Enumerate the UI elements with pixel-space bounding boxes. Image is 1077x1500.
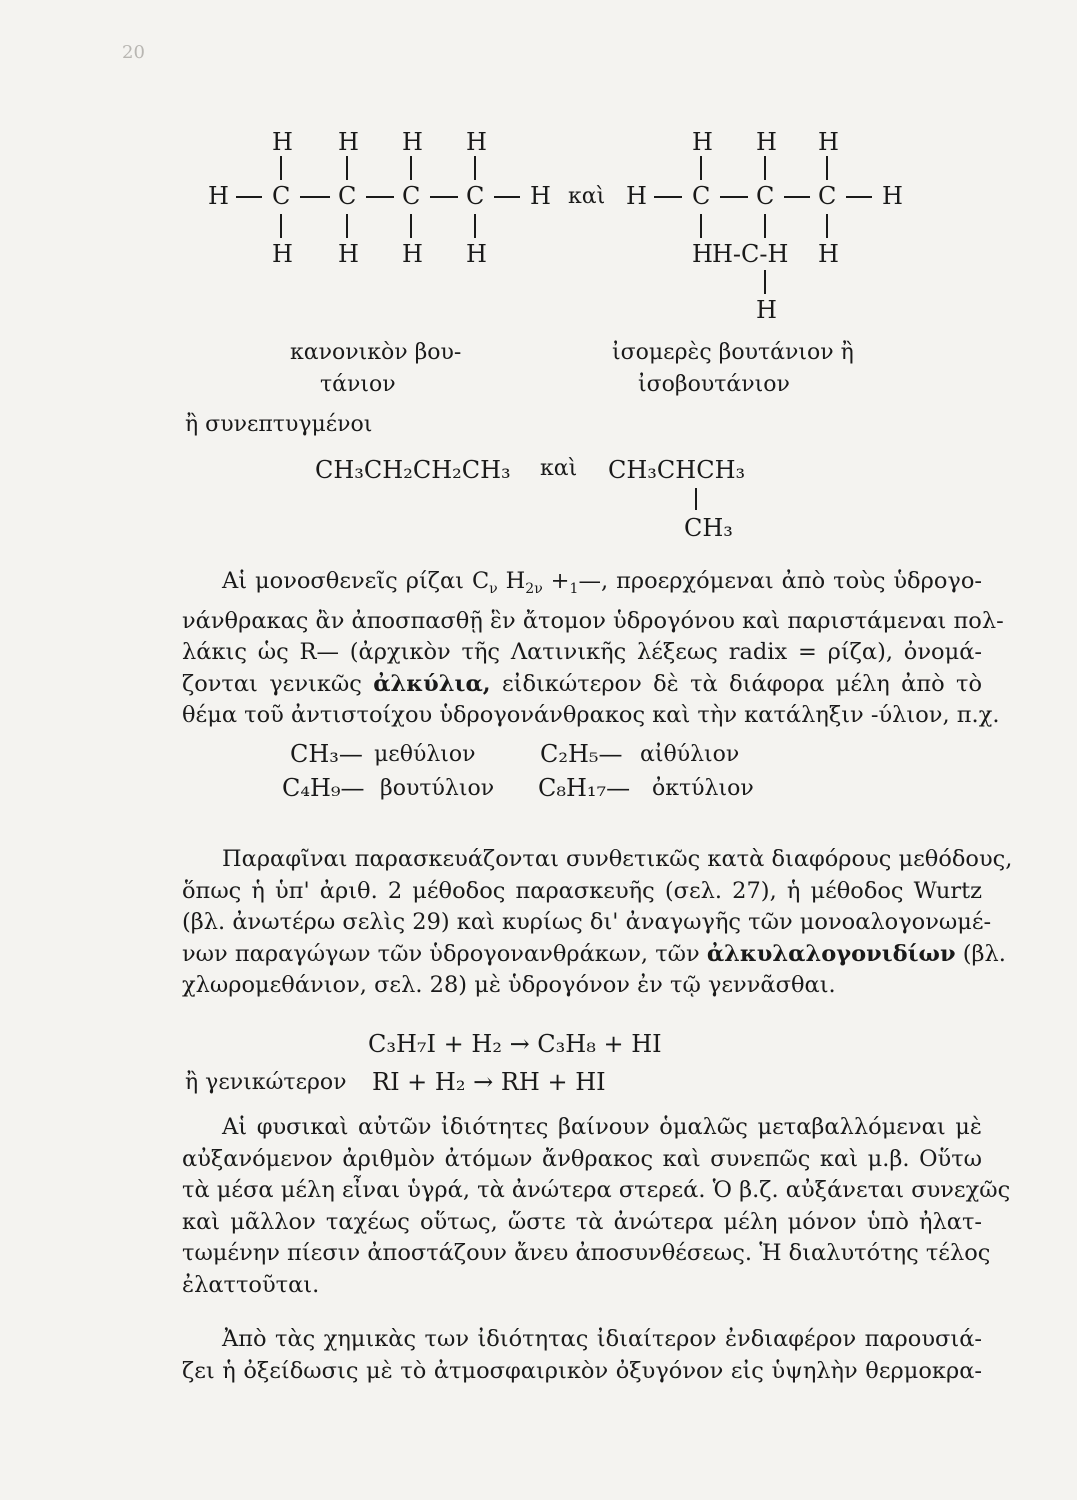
- condensed-normal-butane: CH₃CH₂CH₂CH₃: [315, 456, 511, 484]
- alkyl-name: ὀκτύλιον: [652, 776, 754, 801]
- alkyl-name: βουτύλιον: [380, 776, 495, 801]
- general-label: ἢ γενικώτερον: [185, 1070, 347, 1095]
- text-line: τὰ μέσα μέλη εἶναι ὑγρά, τὰ ἀνώτερα στερεά. Ὁ β.ζ. αὐξάνεται συνεχῶς: [182, 1177, 1011, 1203]
- isobutane-caption-2: ἰσοβουτάνιον: [638, 372, 790, 397]
- paragraph-preparation: [182, 844, 1013, 1002]
- alkyl-formula: C₄H₉—: [282, 774, 365, 802]
- reaction-general: RI + H₂ → RH + HI: [372, 1068, 606, 1096]
- text-line: Αἱ φυσικαὶ αὐτῶν ἰδιότητες βαίνουν ὁμαλῶς μεταβαλλόμεναι μὲ: [222, 1114, 982, 1140]
- text-line: χλωρομεθάνιον, σελ. 28) μὲ ὑδρογόνον ἐν τῷ γεννᾶσθαι.: [182, 972, 836, 998]
- reaction-specific: C₃H₇I + H₂ → C₃H₈ + HI: [368, 1030, 662, 1058]
- text-line: (βλ. ἀνωτέρω σελὶς 29) καὶ κυρίως δι' ἀναγωγῆς τῶν μονοαλογονωμέ-: [182, 909, 992, 935]
- condensed-isobutane-branch: CH₃: [684, 514, 733, 542]
- text-line: Παραφῖναι παρασκευάζονται συνθετικῶς κατὰ διαφόρους μεθόδους,: [222, 846, 1013, 872]
- text-line: θέμα τοῦ ἀντιστοίχου ὑδρογονάνθρακος καὶ τὴν κατάληξιν -ύλιον, π.χ.: [182, 702, 1000, 728]
- structural-formulas: H H H H H C C C C H H H H H καὶ H H H H C C C H H H-C-H H H: [208, 128, 903, 324]
- text-line: ζονται γενικῶς ἀλκύλια, εἰδικώτερον δὲ τὰ διάφορα μέλη ἀπὸ τὸ: [182, 670, 982, 697]
- paragraph-chemical-properties: [182, 1324, 982, 1387]
- alkyl-formula: C₈H₁₇—: [538, 774, 631, 802]
- condensed-label: ἢ συνεπτυγμένοι: [185, 412, 373, 437]
- text-line: Ἀπὸ τὰς χημικὰς των ἰδιότητας ἰδιαίτερον ἐνδιαφέρον παρουσιά-: [222, 1326, 982, 1352]
- text-line: αὐξανόμενον ἀριθμὸν ἀτόμων ἄνθρακος καὶ συνεπῶς καὶ μ.β. Οὕτω: [182, 1145, 982, 1172]
- text-line: νάνθρακας ἂν ἀποσπασθῇ ἓν ἄτομον ὑδρογόνου καὶ παριστάμεναι πολ-: [182, 607, 1004, 634]
- paragraph-alkyl-radicals: [182, 566, 1004, 732]
- alkyl-formula: C₂H₅—: [540, 740, 623, 768]
- condensed-connector: καὶ: [540, 456, 578, 481]
- condensed-isobutane: CH₃CHCH₃: [608, 456, 746, 484]
- page-number: 20: [122, 42, 145, 63]
- normal-butane-caption-1: κανονικὸν βου-: [290, 340, 462, 365]
- text-line: ὅπως ἡ ὑπ' ἀριθ. 2 μέθοδος παρασκευῆς (σελ. 27), ἡ μέθοδος Wurtz: [182, 877, 982, 904]
- connector-text: καὶ: [568, 184, 606, 209]
- text-line: ἐλαττοῦται.: [182, 1271, 320, 1298]
- text-line: τωμένην πίεσιν ἀποστάζουν ἄνευ ἀποσυνθέσεως. Ἡ διαλυτότης τέλος: [182, 1240, 991, 1266]
- text-line: καὶ μᾶλλον ταχέως οὕτως, ὥστε τὰ ἀνώτερα μέλη μόνον ὑπὸ ἠλατ-: [182, 1208, 982, 1235]
- isobutane-caption-1: ἰσομερὲς βουτάνιον ἢ: [612, 340, 854, 365]
- text-line: ζει ἡ ὀξείδωσις μὲ τὸ ἀτμοσφαιρικὸν ὀξυγόνον εἰς ὑψηλὴν θερμοκρα-: [182, 1357, 982, 1384]
- text-line: Αἱ μονοσθενεῖς ρίζαι $C_\nu$ $H_{2\nu}$ $+_1—$, προερχόμεναι ἀπὸ τοὺς ὑδρογο-: [222, 568, 982, 597]
- text-line: νων παραγώγων τῶν ὑδρογονανθράκων, τῶν ἀλκυλαλογονιδίων (βλ.: [182, 940, 1006, 967]
- normal-butane-caption-2: τάνιον: [320, 372, 396, 397]
- branch-bond: [695, 488, 697, 510]
- alkyl-formula: CH₃—: [290, 740, 363, 768]
- text-line: λάκις ὡς R— (ἀρχικὸν τῆς Λατινικῆς λέξεως radix = ρίζα), ὀνομά-: [182, 639, 982, 665]
- alkyl-name: μεθύλιον: [374, 742, 476, 767]
- paragraph-physical-properties: [182, 1112, 1011, 1301]
- alkyl-name: αἰθύλιον: [640, 742, 740, 767]
